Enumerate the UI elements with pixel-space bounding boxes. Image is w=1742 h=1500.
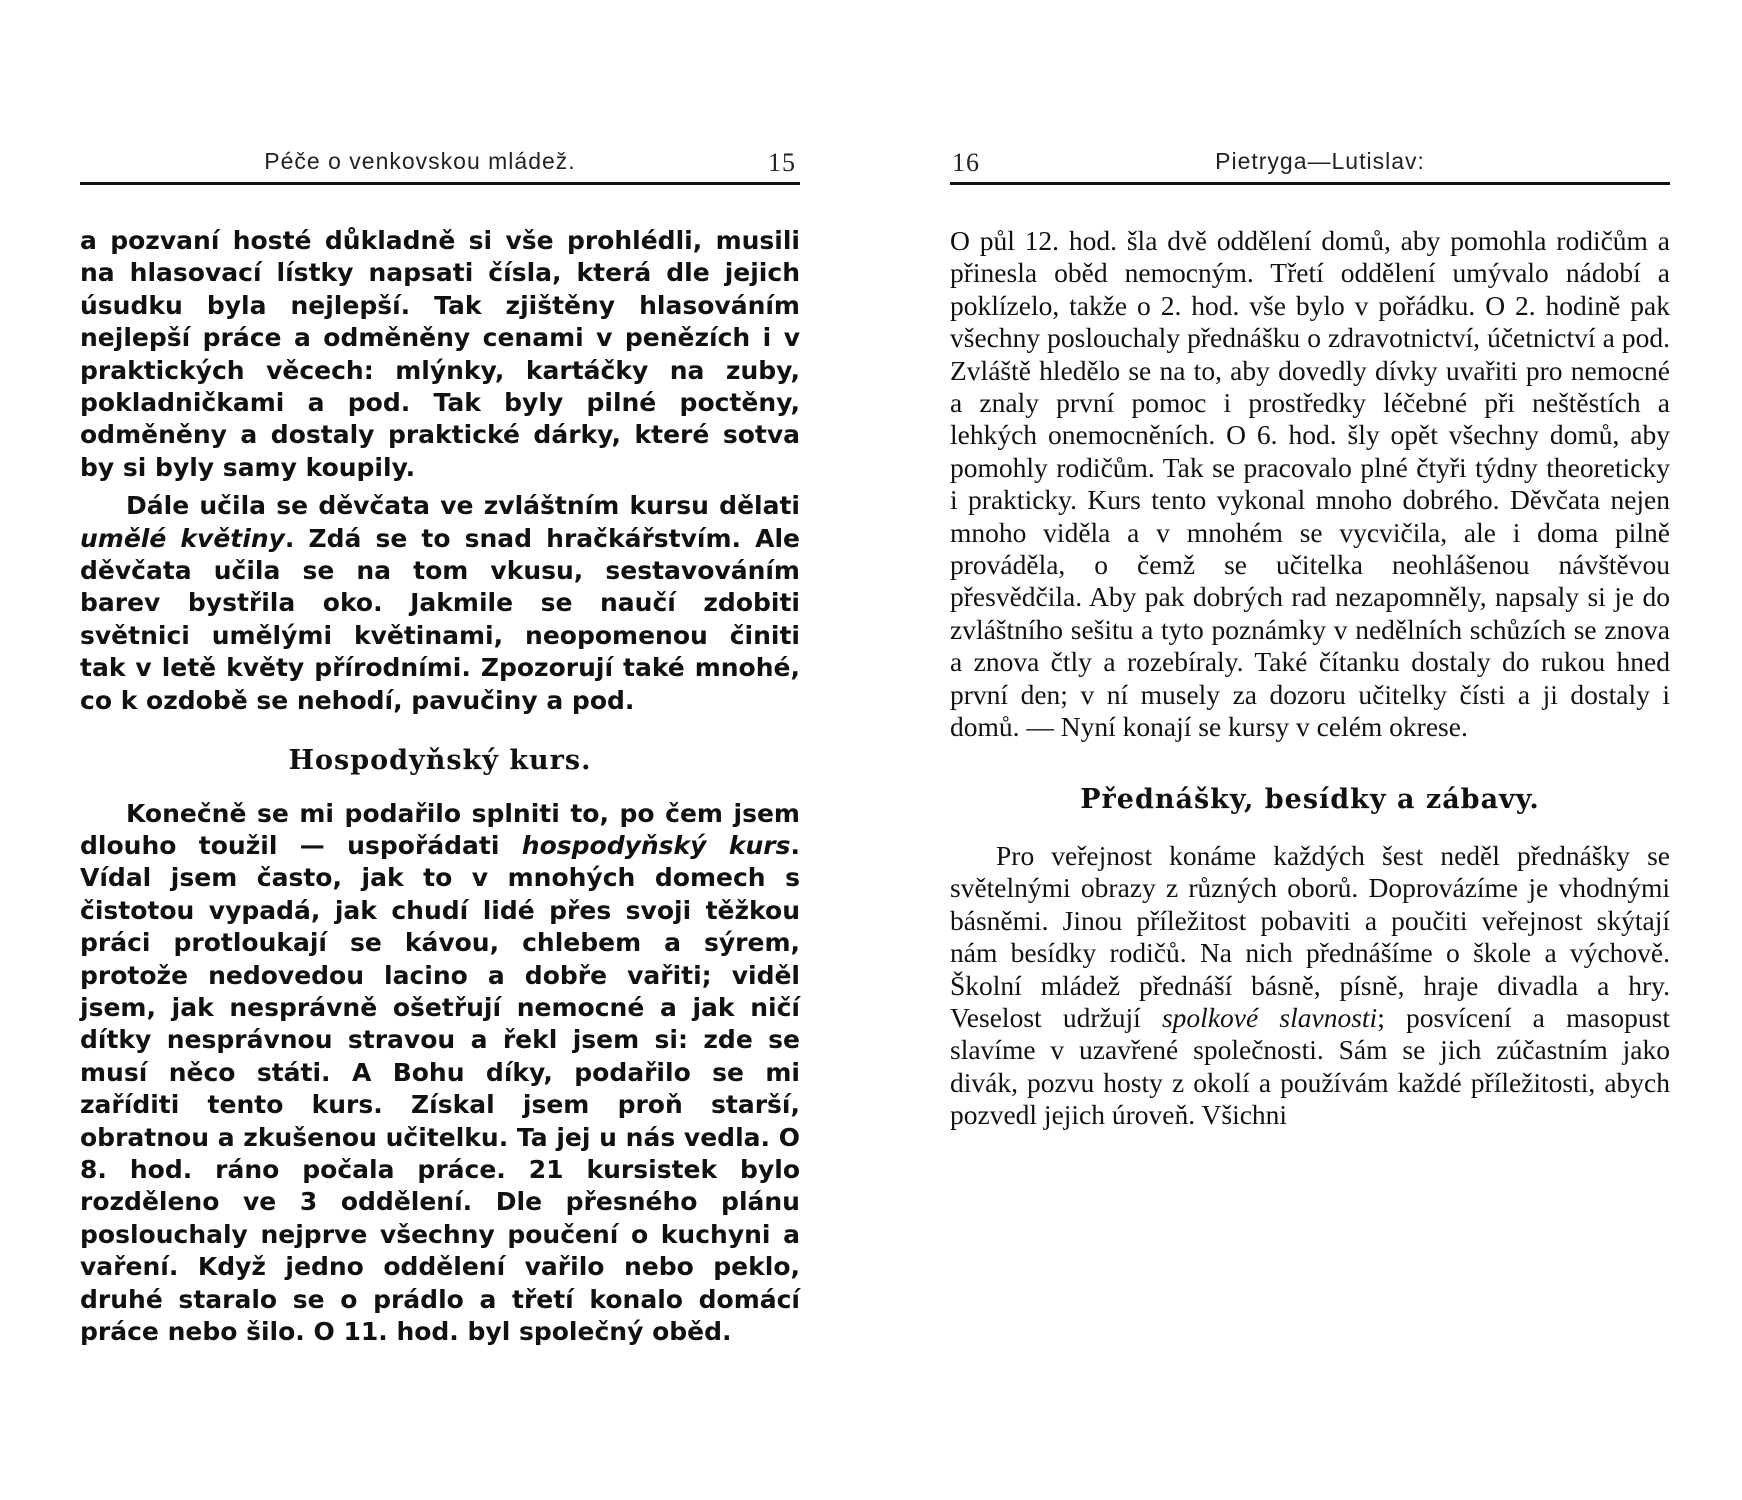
- page-number: 16: [952, 148, 980, 177]
- left-page: [80, 0, 800, 1500]
- paragraph: [80, 490, 800, 717]
- page-number: 15: [768, 148, 796, 177]
- emphasis: umělé květiny: [80, 523, 285, 553]
- paragraph: O půl 12. hod. šla dvě oddělení domů, aby pomohla rodičům a přinesla oběd nemocným. Třetí oddělení umývalo nádobí a poklízelo, takže o 2. hod. vše bylo v pořádku. O 2. hodině pak všechny poslouchaly přednášku o zdravotnictví, účetnictví a pod. Zvláště hledělo se na to, aby dovedly dívky uvařiti pro nemocné a znaly první pomoc i prostředky léčebné při neštěstích a lehkých onemocněních. O 6. hod. šly opět všechny domů, aby pomohly rodičům. Tak se pracovalo plné čtyři týdny theoreticky i prakticky. Kurs tento vykonal mnoho dobrého. Děvčata nejen mnoho viděla a v mnohém se vycvičila, ale i doma pilně prováděla, o čemž se učitelka neohlášenou návštěvou přesvědčila. Aby pak dobrých rad nezapomněly, napsaly si je do zvláštního sešitu a tyto poznámky v nedělních schůzích se znova a znova čtly a rozebíraly. Také čítanku dostaly do rukou hned první den; v ní musely za dozoru učitelky čísti a ji dostaly i domů. — Nyní konají se kursy v celém okrese.: [950, 225, 1670, 743]
- text-run: Konečně se mi podařilo splniti to, po čem jsem dlouho toužil — uspořádati: [80, 798, 800, 860]
- paragraph: [950, 840, 1670, 1132]
- running-title: Péče o venkovskou mládež.: [264, 148, 576, 174]
- paragraph: [80, 798, 800, 1349]
- running-head-right: [950, 146, 1670, 185]
- right-page: [950, 0, 1670, 1500]
- text-run: Pro veřejnost konáme každých šest neděl přednášky se světelnými obrazy z různých oborů. Doprovázíme je vhodnými básněmi. Jinou příležitost pobaviti a poučiti veřejnost skýtají nám besídky rodičů. Na nich přednášíme o škole a výchově. Školní mládež přednáší básně, písně, hraje divadla a hry. Veselost udržují: [950, 839, 1670, 1033]
- text-run: Dále učila se děvčata ve zvláštním kursu dělati: [126, 491, 800, 521]
- running-title: Pietryga—Lutislav:: [1215, 148, 1425, 174]
- text-run: ; posvícení a masopust slavíme v uzavřené společnosti. Sám se jich zúčastním jako divák, pozvu hosty z okolí a používám každé příležitosti, abych pozvedl jejich úroveň. Všichni: [950, 1001, 1670, 1131]
- text-run: . Zdá se to snad hračkářstvím. Ale děvčata učila se na tom vkusu, sestavováním barev bystřila oko. Jakmile se naučí zdobiti světnici umělými květinami, neopomenou činiti tak v letě květy přírodními. Zpozorují také mnohé, co k ozdobě se nehodí, pavučiny a pod.: [80, 523, 801, 715]
- left-text-body: [80, 225, 800, 1348]
- emphasis: hospodyňský kurs: [521, 830, 791, 860]
- running-head-left: [80, 146, 800, 185]
- section-heading: Přednášky, besídky a zábavy.: [1080, 783, 1540, 815]
- text-run: . Vídal jsem často, jak to v mnohých domech s čistotou vypadá, jak chudí lidé přes svoji těžkou práci protloukají se kávou, chlebem a sýrem, protože nedovedou lacino a dobře vařiti; viděl jsem, jak nesprávně ošetřují nemocné a jak ničí dítky nesprávnou stravou a řekl jsem si: zde se musí něco státi. A Bohu díky, podařilo se mi zaříditi tento kurs. Získal jsem proň starší, obratnou a zkušenou učitelku. Ta jej u nás vedla. O 8. hod. ráno počala práce. 21 kursistek bylo rozděleno ve 3 oddělení. Dle přesného plánu poslouchaly nejprve všechny poučení o kuchyni a vaření. Když jedno oddělení vařilo nebo peklo, druhé staralo se o prádlo a třetí konalo domácí práce nebo šilo. O 11. hod. byl společný oběd.: [80, 830, 800, 1346]
- paragraph: a pozvaní hosté důkladně si vše prohlédli, musili na hlasovací lístky napsati čísla, která dle jejich úsudku byla nejlepší. Tak zjištěny hlasováním nejlepší práce a odměněny cenami v penězích i v praktických věcech: mlýnky, kartáčky na zuby, pokladničkami a pod. Tak byly pilné poctěny, odměněny a dostaly praktické dárky, které sotva by si byly samy koupily.: [80, 226, 800, 482]
- emphasis: spolkové slavnosti: [1161, 1001, 1378, 1033]
- right-text-body: [950, 225, 1670, 1132]
- section-heading: Hospodyňský kurs.: [288, 745, 592, 777]
